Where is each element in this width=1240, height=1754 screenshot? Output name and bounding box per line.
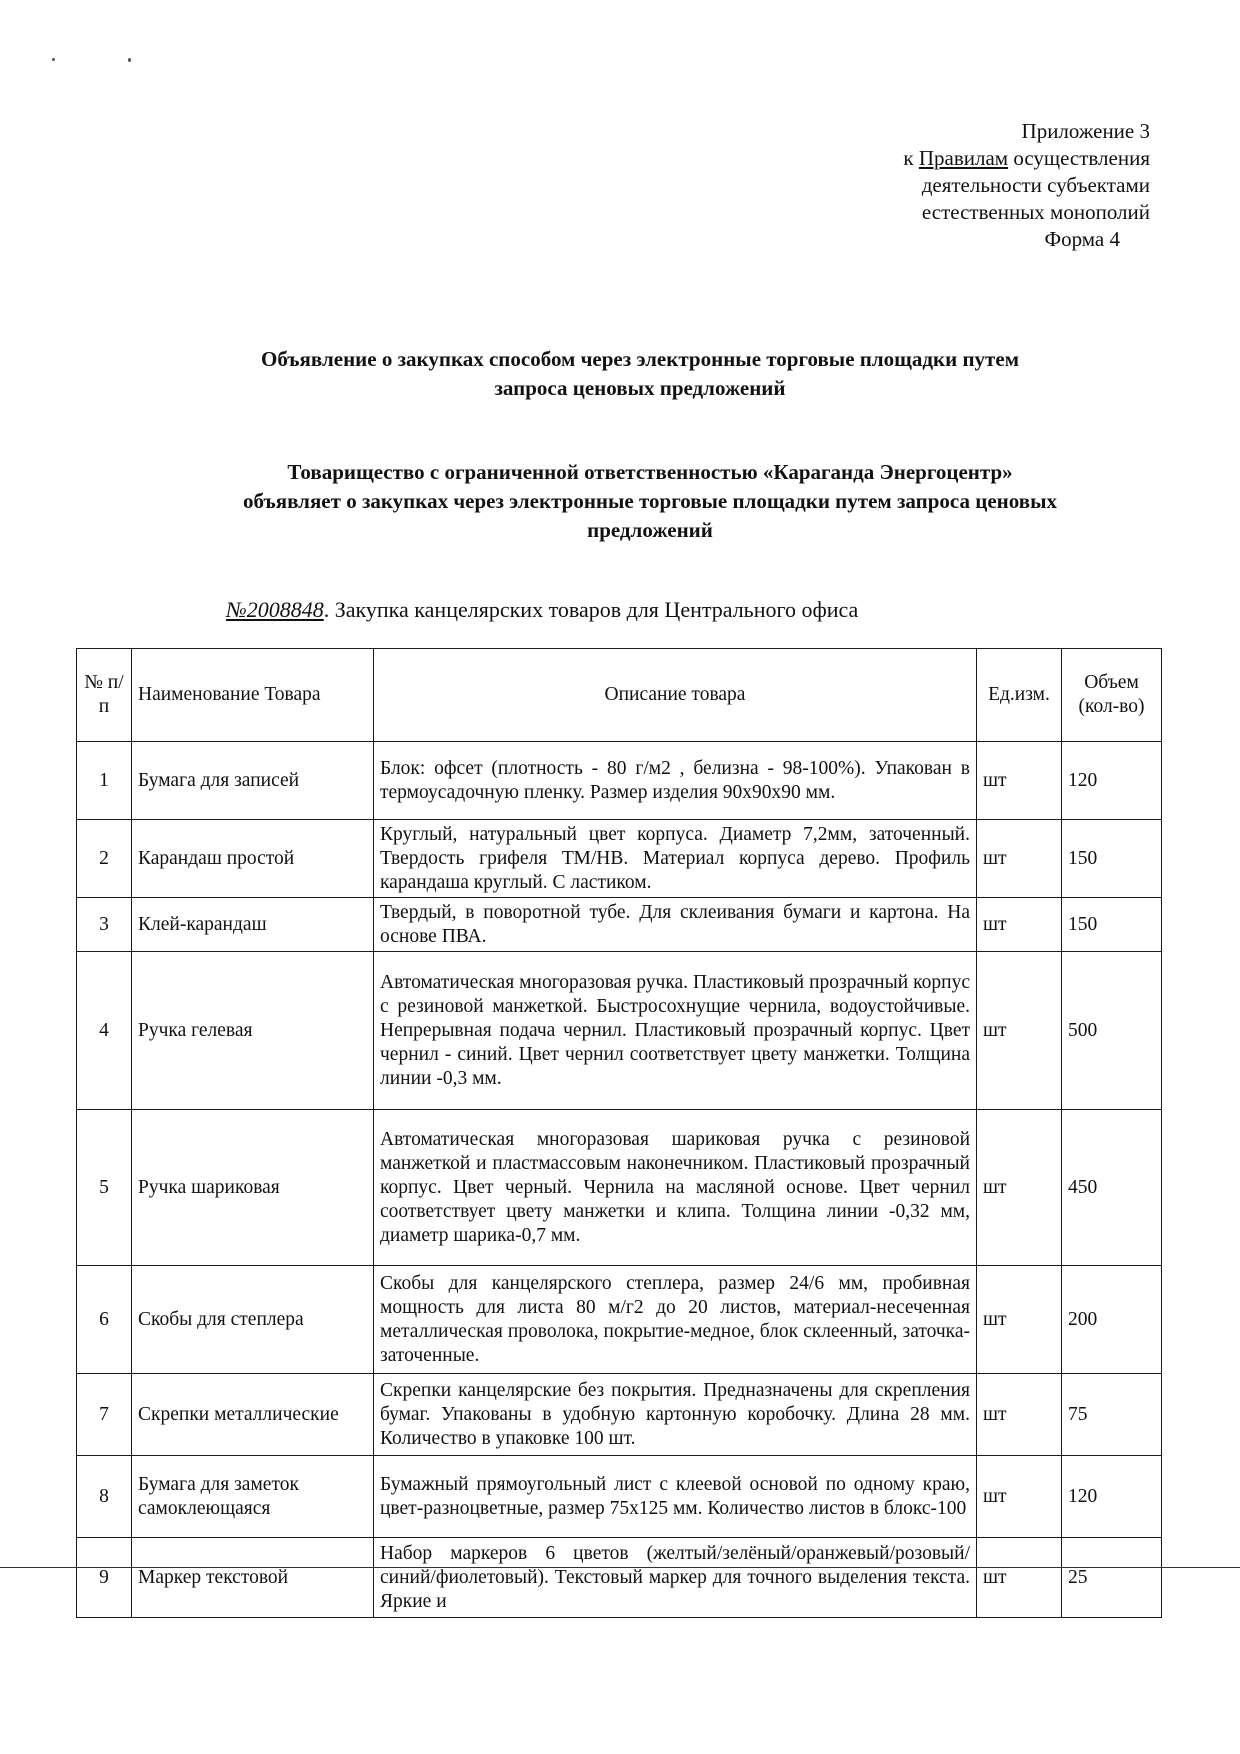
header-name: Наименование Товара xyxy=(132,649,374,742)
header-quantity: Объем (кол-во) xyxy=(1062,649,1162,742)
row-name: Маркер текстовой xyxy=(132,1538,374,1618)
row-unit: шт xyxy=(977,820,1062,898)
row-name: Бумага для заметок самоклеющаяся xyxy=(132,1456,374,1538)
row-unit: шт xyxy=(977,742,1062,820)
header-num: № п/п xyxy=(77,649,132,742)
appendix-header xyxy=(903,118,1150,253)
row-quantity: 450 xyxy=(1062,1110,1162,1266)
row-num: 1 xyxy=(77,742,132,820)
row-name: Скрепки металлические xyxy=(132,1374,374,1456)
form-number: Форма 4 xyxy=(1044,227,1120,251)
row-num: 7 xyxy=(77,1374,132,1456)
row-name: Клей-карандаш xyxy=(132,898,374,952)
appendix-line-3: деятельности субъектами xyxy=(921,173,1150,197)
row-quantity: 150 xyxy=(1062,898,1162,952)
table-row xyxy=(77,1538,1162,1618)
lot-description: . Закупка канцелярских товаров для Центрального офиса xyxy=(323,597,859,622)
row-unit: шт xyxy=(977,1266,1062,1374)
row-name: Ручка шариковая xyxy=(132,1110,374,1266)
row-quantity: 200 xyxy=(1062,1266,1162,1374)
row-quantity: 75 xyxy=(1062,1374,1162,1456)
goods-table xyxy=(76,648,1162,1618)
row-unit: шт xyxy=(977,952,1062,1110)
rules-link[interactable]: Правилам xyxy=(918,146,1009,170)
scan-speck xyxy=(128,58,131,62)
row-quantity: 150 xyxy=(1062,820,1162,898)
lot-number: №2008848 xyxy=(226,597,324,622)
header-description: Описание товара xyxy=(374,649,977,742)
row-num: 6 xyxy=(77,1266,132,1374)
row-name: Бумага для записей xyxy=(132,742,374,820)
table-row xyxy=(77,898,1162,952)
lot-heading xyxy=(226,596,858,624)
header-unit: Ед.изм. xyxy=(977,649,1062,742)
row-description: Набор маркеров 6 цветов (желтый/зелёный/оранжевый/розовый/синий/фиолетовый). Текстовый маркер для точного выделения текста. Яркие и xyxy=(374,1538,977,1618)
row-quantity: 500 xyxy=(1062,952,1162,1110)
row-name: Карандаш простой xyxy=(132,820,374,898)
row-num: 8 xyxy=(77,1456,132,1538)
rules-reference: к Правилам осуществления xyxy=(903,146,1150,170)
row-description: Бумажный прямоугольный лист с клеевой основой по одному краю, цвет-разноцветные, размер 75х125 мм. Количество листов в блокс-100 xyxy=(374,1456,977,1538)
table-row xyxy=(77,1110,1162,1266)
row-description: Блок: офсет (плотность - 80 г/м2 , белизна - 98-100%). Упакован в термоусадочную пленку. Размер изделия 90х90х90 мм. xyxy=(374,742,977,820)
table-row xyxy=(77,820,1162,898)
row-unit: шт xyxy=(977,1456,1062,1538)
row-num: 2 xyxy=(77,820,132,898)
appendix-title: Приложение 3 xyxy=(1021,119,1150,143)
row-unit: шт xyxy=(977,898,1062,952)
row-name: Скобы для степлера xyxy=(132,1266,374,1374)
table-row xyxy=(77,742,1162,820)
scan-speck xyxy=(52,58,55,61)
row-description: Автоматическая многоразовая ручка. Пластиковый прозрачный корпус с резиновой манжеткой. Быстросохнущие чернила, водоустойчивые. Непрерывная подача чернил. Пластиковый прозрачный корпус. Цвет чернил - синий. Цвет чернил соответствует цвету манжетки. Толщина линии -0,3 мм. xyxy=(374,952,977,1110)
row-description: Автоматическая многоразовая шариковая ручка с резиновой манжеткой и пластмассовым наконечником. Пластиковый прозрачный корпус. Цвет черный. Чернила на масляной основе. Цвет чернил соответствует цвету манжетки и клипа. Толщина линии -0,32 мм, диаметр шарика-0,7 мм. xyxy=(374,1110,977,1266)
table-row xyxy=(77,1456,1162,1538)
table-row xyxy=(77,1374,1162,1456)
row-description: Круглый, натуральный цвет корпуса. Диаметр 7,2мм, заточенный. Твердость грифеля ТМ/НВ. Материал корпуса дерево. Профиль карандаша круглый. С ластиком. xyxy=(374,820,977,898)
row-unit: шт xyxy=(977,1374,1062,1456)
row-unit: шт xyxy=(977,1538,1062,1618)
row-quantity: 25 xyxy=(1062,1538,1162,1618)
row-quantity: 120 xyxy=(1062,1456,1162,1538)
row-quantity: 120 xyxy=(1062,742,1162,820)
page-cut-line xyxy=(0,1567,1240,1568)
row-num: 9 xyxy=(77,1538,132,1618)
organizer-title: Товарищество с ограниченной ответственностью «Караганда Энергоцентр» объявляет о закупках через электронные торговые площадки путем запроса ценовых предложений xyxy=(243,460,1057,542)
appendix-line-4: естественных монополий xyxy=(921,200,1150,224)
table-row xyxy=(77,952,1162,1110)
row-description: Скрепки канцелярские без покрытия. Предназначены для скрепления бумаг. Упакованы в удобную картонную коробочку. Длина 28 мм. Количество в упаковке 100 шт. xyxy=(374,1374,977,1456)
row-description: Твердый, в поворотной тубе. Для склеивания бумаги и картона. На основе ПВА. xyxy=(374,898,977,952)
row-num: 4 xyxy=(77,952,132,1110)
table-row xyxy=(77,1266,1162,1374)
row-name: Ручка гелевая xyxy=(132,952,374,1110)
row-num: 3 xyxy=(77,898,132,952)
announcement-title: Объявление о закупках способом через электронные торговые площадки путем запроса ценовых предложений xyxy=(261,347,1019,400)
row-unit: шт xyxy=(977,1110,1062,1266)
row-num: 5 xyxy=(77,1110,132,1266)
row-description: Скобы для канцелярского степлера, размер 24/6 мм, пробивная мощность для листа 80 м/г2 до 20 листов, материал-несеченная металлическая проволока, покрытие-медное, блок склеенный, заточка- заточенные. xyxy=(374,1266,977,1374)
table-header-row xyxy=(77,649,1162,742)
